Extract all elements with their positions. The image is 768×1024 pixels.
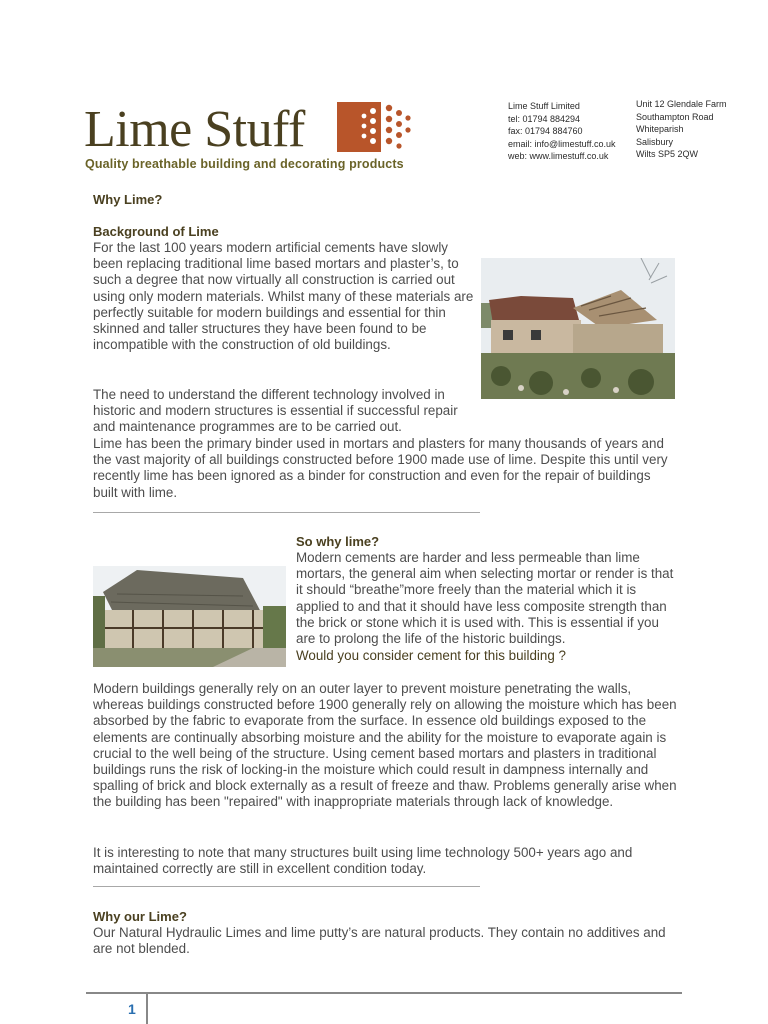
website-link[interactable]: web: www.limestuff.co.uk bbox=[508, 151, 609, 162]
company-tagline: Quality breathable building and decorating products bbox=[85, 157, 404, 171]
old-barn-photo bbox=[93, 566, 286, 667]
address-line: Whiteparish bbox=[636, 124, 684, 135]
company-name: Lime Stuff Limited bbox=[508, 101, 580, 111]
address-line: Wilts SP5 2QW bbox=[636, 149, 699, 160]
cottage-repair-photo bbox=[481, 258, 675, 399]
email-link[interactable]: email: info@limestuff.co.uk bbox=[508, 138, 616, 149]
footer-rule bbox=[86, 992, 682, 994]
background-paragraph-3: Lime has been the primary binder used in mortars and plasters for many thousands of years and the vast majority of all buildings constructed before 1900 made use of lime. Despite this until very recently lime has been ignored as a binder for construction and even for the repair of buildings built with lime. bbox=[93, 436, 668, 500]
background-paragraph-1: For the last 100 years modern artificial cements have slowly been replacing traditional lime based mortars and plaster’s, to such a degree that now virtually all construction is carried out using only modern materials. Whilst many of these materials are perfectly suitable for modern buildings and essential for thin skinned and taller structures they have been found to be incompatible with the construction of old buildings. bbox=[93, 240, 474, 353]
page-number: 1 bbox=[128, 1001, 136, 1017]
company-logo-text: Lime Stuff bbox=[84, 101, 305, 158]
address-line: Salisbury bbox=[636, 136, 674, 147]
address-line: Unit 12 Glendale Farm bbox=[636, 99, 727, 109]
moisture-paragraph-2: It is interesting to note that many structures built using lime technology 500+ years ago and maintained correctly are still in excellent condition today. bbox=[93, 845, 633, 877]
cement-question: Would you consider cement for this building ? bbox=[296, 648, 566, 663]
fax: fax: 01794 884760 bbox=[508, 126, 583, 137]
so-why-lime-heading: So why lime? bbox=[296, 534, 380, 549]
background-heading: Background of Lime bbox=[93, 224, 219, 239]
company-address bbox=[636, 98, 727, 161]
lime-stuff-logo-icon bbox=[337, 102, 413, 152]
why-our-lime-heading: Why our Lime? bbox=[93, 909, 187, 924]
section-divider bbox=[93, 886, 480, 887]
address-line: Southampton Road bbox=[636, 111, 714, 122]
why-our-lime-paragraph: Our Natural Hydraulic Limes and lime putty’s are natural products. They contain no additives and are not blended. bbox=[93, 925, 666, 957]
so-why-lime-paragraph: Modern cements are harder and less permeable than lime mortars, the general aim when selecting mortar or render is that it should “breathe”more freely than the material which it is applied to and that it should have less composite strength than the brick or stone which it is used with. This is essential if you are to prolong the life of the historic buildings. bbox=[296, 550, 674, 647]
contact-details bbox=[508, 100, 616, 163]
why-lime-heading: Why Lime? bbox=[93, 192, 163, 207]
footer-separator bbox=[146, 994, 148, 1024]
background-paragraph-2: The need to understand the different technology involved in historic and modern structures is essential if successful repair and maintenance programmes are to be carried out. bbox=[93, 387, 458, 435]
moisture-paragraph-1: Modern buildings generally rely on an outer layer to prevent moisture penetrating the walls, whereas buildings constructed before 1900 generally rely on allowing the moisture which has been absorbed by the fabric to evaporate from the surface. In essence old buildings exposed to the elements are continually absorbing moisture and the ability for the moisture to evaporate again is crucial to the well being of the structure. Using cement based mortars and plasters in traditional buildings runs the risk of locking-in the moisture which could result in dampness internally and spalling of brick and block externally as a result of freeze and thaw. Problems generally arise when the building has been "repaired" with inappropriate materials through lack of knowledge. bbox=[93, 681, 677, 810]
section-divider bbox=[93, 512, 480, 513]
telephone: tel: 01794 884294 bbox=[508, 113, 581, 124]
